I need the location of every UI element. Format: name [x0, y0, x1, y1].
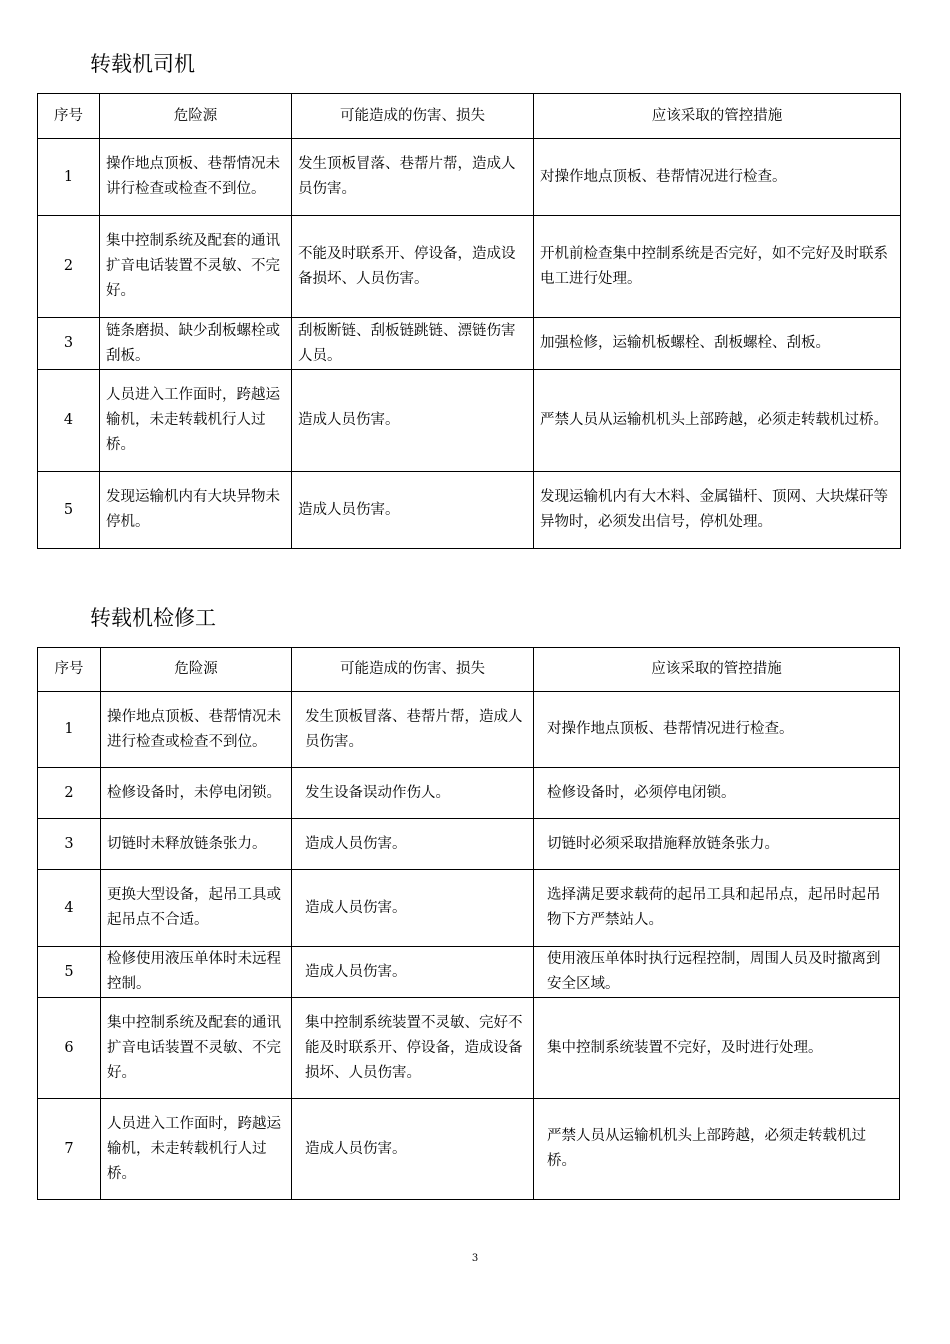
table-row [38, 870, 900, 947]
row-hazard: 检修设备时，未停电闭锁。 [101, 768, 292, 819]
row-harm: 刮板断链、刮板链跳链、漂链伤害人员。 [292, 318, 534, 370]
row-no: 1 [38, 692, 101, 768]
table-header-row [38, 94, 901, 139]
row-no: 2 [38, 768, 101, 819]
row-harm: 造成人员伤害。 [292, 947, 534, 998]
row-hazard: 检修使用液压单体时未远程控制。 [101, 947, 292, 998]
row-hazard: 操作地点顶板、巷帮情况未讲行检查或检查不到位。 [100, 139, 292, 216]
row-measure: 集中控制系统装置不完好，及时进行处理。 [534, 998, 900, 1099]
row-measure: 开机前检查集中控制系统是否完好，如不完好及时联系电工进行处理。 [534, 216, 901, 318]
row-harm: 造成人员伤害。 [292, 819, 534, 870]
header-no: 序号 [38, 94, 100, 139]
row-hazard: 更换大型设备，起吊工具或起吊点不合适。 [101, 870, 292, 947]
row-measure: 使用液压单体时执行远程控制，周围人员及时撤离到安全区域。 [534, 947, 900, 998]
row-no: 5 [38, 947, 101, 998]
row-no: 4 [38, 870, 101, 947]
table-row [38, 998, 900, 1099]
row-hazard: 切链时未释放链条张力。 [101, 819, 292, 870]
table-row [38, 947, 900, 998]
header-harm: 可能造成的伤害、损失 [292, 94, 534, 139]
row-measure: 严禁人员从运输机机头上部跨越，必须走转载机过桥。 [534, 370, 901, 472]
row-no: 2 [38, 216, 100, 318]
row-measure: 发现运输机内有大木料、金属锚杆、顶网、大块煤矸等异物时，必须发出信号，停机处理。 [534, 472, 901, 549]
hazard-table-driver [37, 93, 901, 549]
row-hazard: 集中控制系统及配套的通讯扩音电话装置不灵敏、不完好。 [101, 998, 292, 1099]
table-row [38, 139, 901, 216]
row-harm: 不能及时联系开、停设备，造成设备损坏、人员伤害。 [292, 216, 534, 318]
header-harm: 可能造成的伤害、损失 [292, 648, 534, 692]
header-measure: 应该采取的管控措施 [534, 648, 900, 692]
row-harm: 造成人员伤害。 [292, 1099, 534, 1200]
row-measure: 选择满足要求载荷的起吊工具和起吊点，起吊时起吊物下方严禁站人。 [534, 870, 900, 947]
table-row [38, 768, 900, 819]
row-measure: 检修设备时，必须停电闭锁。 [534, 768, 900, 819]
row-hazard: 链条磨损、缺少刮板螺栓或刮板。 [100, 318, 292, 370]
section-title-maintenance: 转载机检修工 [90, 606, 216, 630]
header-no: 序号 [38, 648, 101, 692]
section-title-driver: 转载机司机 [90, 52, 195, 76]
row-measure: 严禁人员从运输机机头上部跨越，必须走转载机过桥。 [534, 1099, 900, 1200]
table-header-row [38, 648, 900, 692]
table-row [38, 370, 901, 472]
header-measure: 应该采取的管控措施 [534, 94, 901, 139]
row-no: 1 [38, 139, 100, 216]
row-harm: 发生顶板冒落、巷帮片帮，造成人员伤害。 [292, 139, 534, 216]
table-row [38, 318, 901, 370]
row-harm: 造成人员伤害。 [292, 472, 534, 549]
header-hazard: 危险源 [100, 94, 292, 139]
row-hazard: 操作地点顶板、巷帮情况未进行检查或检查不到位。 [101, 692, 292, 768]
row-no: 3 [38, 819, 101, 870]
row-harm: 集中控制系统装置不灵敏、完好不能及时联系开、停设备，造成设备损坏、人员伤害。 [292, 998, 534, 1099]
row-no: 7 [38, 1099, 101, 1200]
row-harm: 造成人员伤害。 [292, 870, 534, 947]
row-no: 4 [38, 370, 100, 472]
row-harm: 造成人员伤害。 [292, 370, 534, 472]
row-measure: 加强检修，运输机板螺栓、刮板螺栓、刮板。 [534, 318, 901, 370]
table-row [38, 692, 900, 768]
row-hazard: 人员进入工作面时，跨越运输机，未走转载机行人过桥。 [101, 1099, 292, 1200]
hazard-table-maintenance [37, 647, 900, 1200]
row-no: 5 [38, 472, 100, 549]
row-measure: 对操作地点顶板、巷帮情况进行检查。 [534, 139, 901, 216]
table-row [38, 216, 901, 318]
table-row [38, 819, 900, 870]
table-row [38, 472, 901, 549]
row-measure: 切链时必须采取措施释放链条张力。 [534, 819, 900, 870]
row-hazard: 集中控制系统及配套的通讯扩音电话装置不灵敏、不完好。 [100, 216, 292, 318]
row-measure: 对操作地点顶板、巷帮情况进行检查。 [534, 692, 900, 768]
row-no: 3 [38, 318, 100, 370]
table-row [38, 1099, 900, 1200]
page-number: 3 [471, 1253, 479, 1264]
row-harm: 发生顶板冒落、巷帮片帮，造成人员伤害。 [292, 692, 534, 768]
header-hazard: 危险源 [101, 648, 292, 692]
row-hazard: 发现运输机内有大块异物未停机。 [100, 472, 292, 549]
row-hazard: 人员进入工作面时，跨越运输机，未走转载机行人过桥。 [100, 370, 292, 472]
row-no: 6 [38, 998, 101, 1099]
row-harm: 发生设备误动作伤人。 [292, 768, 534, 819]
